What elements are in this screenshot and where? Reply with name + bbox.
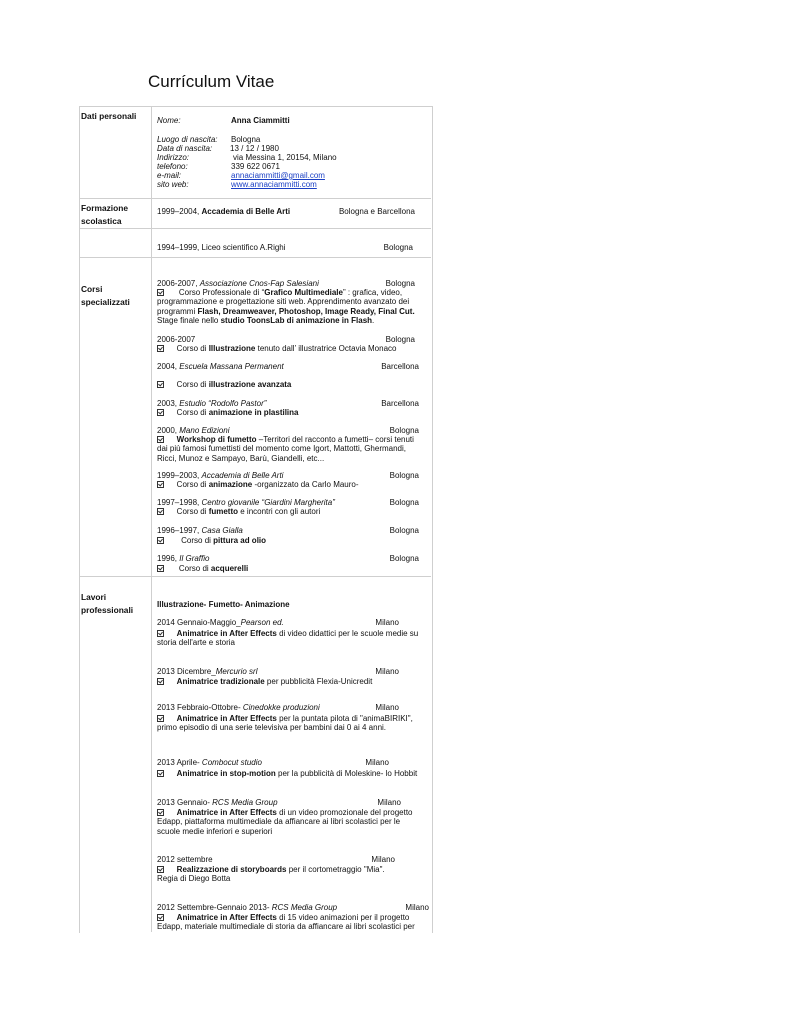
checkbox-icon (157, 866, 164, 873)
work-heading: Illustrazione- Fumetto- Animazione (157, 600, 290, 609)
address-value: via Messina 1, 20154, Milano (233, 153, 337, 162)
work-date: 2013 Febbraio-Ottobre- Cinedokke produzioni (157, 703, 320, 712)
checkbox-icon (157, 345, 164, 352)
course-place: Barcellona (381, 362, 419, 371)
work-place: Milano (371, 855, 395, 864)
work-description: Animatrice in After Effects di video didattici per le scuole medie su storia dell'arte e storia (157, 629, 419, 648)
work-date: 2014 Gennaio-Maggio_Pearson ed. (157, 618, 284, 627)
education-place: Bologna e Barcellona (338, 207, 415, 216)
checkbox-icon (157, 565, 164, 572)
checkbox-icon (157, 678, 164, 685)
work-place: Milano (405, 903, 429, 912)
page-title: Currículum Vitae (148, 72, 275, 91)
checkbox-icon (157, 537, 164, 544)
work-description: Animatrice in After Effects di un video promozionale del progetto Edapp, piattaforma multimediale da affiancare ai libri scolastici per le scuole medie inferiori e superiori (157, 808, 413, 836)
section-label-education: Formazione scolastica (81, 203, 128, 226)
email-link[interactable]: annaciammitti@gmail.com (231, 171, 325, 180)
checkbox-icon (157, 409, 164, 416)
education-entry: 1999–2004, Accademia di Belle Arti (157, 207, 291, 216)
course-date: 1997–1998, Centro giovanile “Giardini Margherita” (157, 498, 335, 507)
row-divider (79, 228, 431, 229)
address-label: Indirizzo: (157, 153, 190, 162)
course-place: Bologna (385, 279, 415, 288)
course-place: Bologna (389, 554, 419, 563)
course-description: Corso Professionale di “Grafico Multimediale” : grafica, video, programmazione e progettazione siti web. Apprendimento avanzato dei programmi Flash, Dreamweaver, Photoshop, Image Ready, Final Cut. Stage finale nello studio ToonsLab di animazione in Flash. (157, 288, 415, 325)
course-description: Corso di animazione in plastilina (157, 408, 427, 417)
phone-label: telefono: (157, 162, 188, 171)
name-label: Nome: (157, 116, 181, 125)
course-date: 1996, Il Graffio (157, 554, 210, 563)
course-date: 2006-2007, Associazione Cnos-Fap Salesiani (157, 279, 319, 288)
course-description: Workshop di fumetto –Territori del racconto a fumetti– corsi tenuti dai più famosi fumettisti del momento come Igort, Mattotti, Ghermandi, Ricci, Munoz e Sampayo, Barù, Giandelli, etc... (157, 435, 414, 463)
course-place: Bologna (385, 335, 415, 344)
work-date: 2013 Gennaio- RCS Media Group (157, 798, 278, 807)
course-date: 1996–1997, Casa Gialla (157, 526, 243, 535)
work-description: Animatrice in After Effects di 15 video animazioni per il progetto Edapp, materiale multimediale di storia da affiancare ai libri scolastici per (157, 913, 415, 932)
work-place: Milano (375, 703, 399, 712)
work-description: Animatrice in After Effects per la puntata pilota di "animaBIRIKI", primo episodio di una serie televisiva per bambini dai 0 ai 4 anni. (157, 714, 413, 733)
work-description: Realizzazione di storyboards per il cortometraggio "Mia". Regia di Diego Botta (157, 865, 385, 884)
course-description: Corso di Illustrazione tenuto dall’ illustratrice Octavia Monaco (157, 344, 427, 353)
course-date: 2000, Mano Edizioni (157, 426, 230, 435)
education-place: Bologna (383, 243, 413, 252)
column-divider (151, 106, 152, 932)
course-place: Bologna (389, 426, 419, 435)
course-place: Bologna (389, 471, 419, 480)
name-value: Anna Ciammitti (231, 116, 290, 125)
course-description: Corso di acquerelli (157, 564, 427, 573)
work-date: 2012 settembre (157, 855, 213, 864)
checkbox-icon (157, 481, 164, 488)
checkbox-icon (157, 630, 164, 637)
row-divider (79, 257, 431, 258)
course-description: Corso di illustrazione avanzata (157, 380, 427, 389)
work-place: Milano (365, 758, 389, 767)
web-label: sito web: (157, 180, 189, 189)
course-date: 1999–2003, Accademia di Belle Arti (157, 471, 284, 480)
row-divider (79, 576, 431, 577)
course-place: Bologna (389, 526, 419, 535)
course-date: 2003, Estudio “Rodolfo Pastor” (157, 399, 267, 408)
website-link[interactable]: www.annaciammitti.com (231, 180, 317, 189)
work-description: Animatrice tradizionale per pubblicità Flexia-Unicredit (157, 677, 427, 686)
birthdate-value: 13 / 12 / 1980 (230, 144, 279, 153)
checkbox-icon (157, 809, 164, 816)
section-label-personal: Dati personali (81, 111, 137, 121)
section-label-work: Lavori professionali (81, 592, 134, 615)
work-description: Animatrice in stop-motion per la pubblicità di Moleskine- lo Hobbit (157, 769, 427, 778)
email-label: e-mail: (157, 171, 182, 180)
birthplace-value: Bologna (231, 135, 261, 144)
course-description: Corso di pittura ad olio (157, 536, 427, 545)
birthdate-label: Data di nascita: (157, 144, 213, 153)
checkbox-icon (157, 914, 164, 921)
checkbox-icon (157, 508, 164, 515)
work-date: 2013 Aprile- Combocut studio (157, 758, 262, 767)
work-date: 2012 Settembre-Gennaio 2013- RCS Media Group (157, 903, 338, 912)
row-divider (79, 198, 431, 199)
birthplace-label: Luogo di nascita: (157, 135, 218, 144)
phone-value: 339 622 0671 (231, 162, 280, 171)
course-description: Corso di fumetto e incontri con gli autori (157, 507, 427, 516)
checkbox-icon (157, 715, 164, 722)
work-place: Milano (375, 667, 399, 676)
work-date: 2013 Dicembre_Mercurio srl (157, 667, 258, 676)
course-date: 2006-2007 (157, 335, 196, 344)
checkbox-icon (157, 770, 164, 777)
checkbox-icon (157, 436, 164, 443)
work-place: Milano (377, 798, 401, 807)
section-label-courses: Corsi specializzati (81, 284, 130, 307)
course-place: Barcellona (381, 399, 419, 408)
work-place: Milano (375, 618, 399, 627)
checkbox-icon (157, 381, 164, 388)
checkbox-icon (157, 289, 164, 296)
course-date: 2004, Escuela Massana Permanent (157, 362, 284, 371)
course-description: Corso di animazione -organizzato da Carlo Mauro- (157, 480, 427, 489)
education-entry: 1994–1999, Liceo scientifico A.Righi (157, 243, 286, 252)
course-place: Bologna (389, 498, 419, 507)
